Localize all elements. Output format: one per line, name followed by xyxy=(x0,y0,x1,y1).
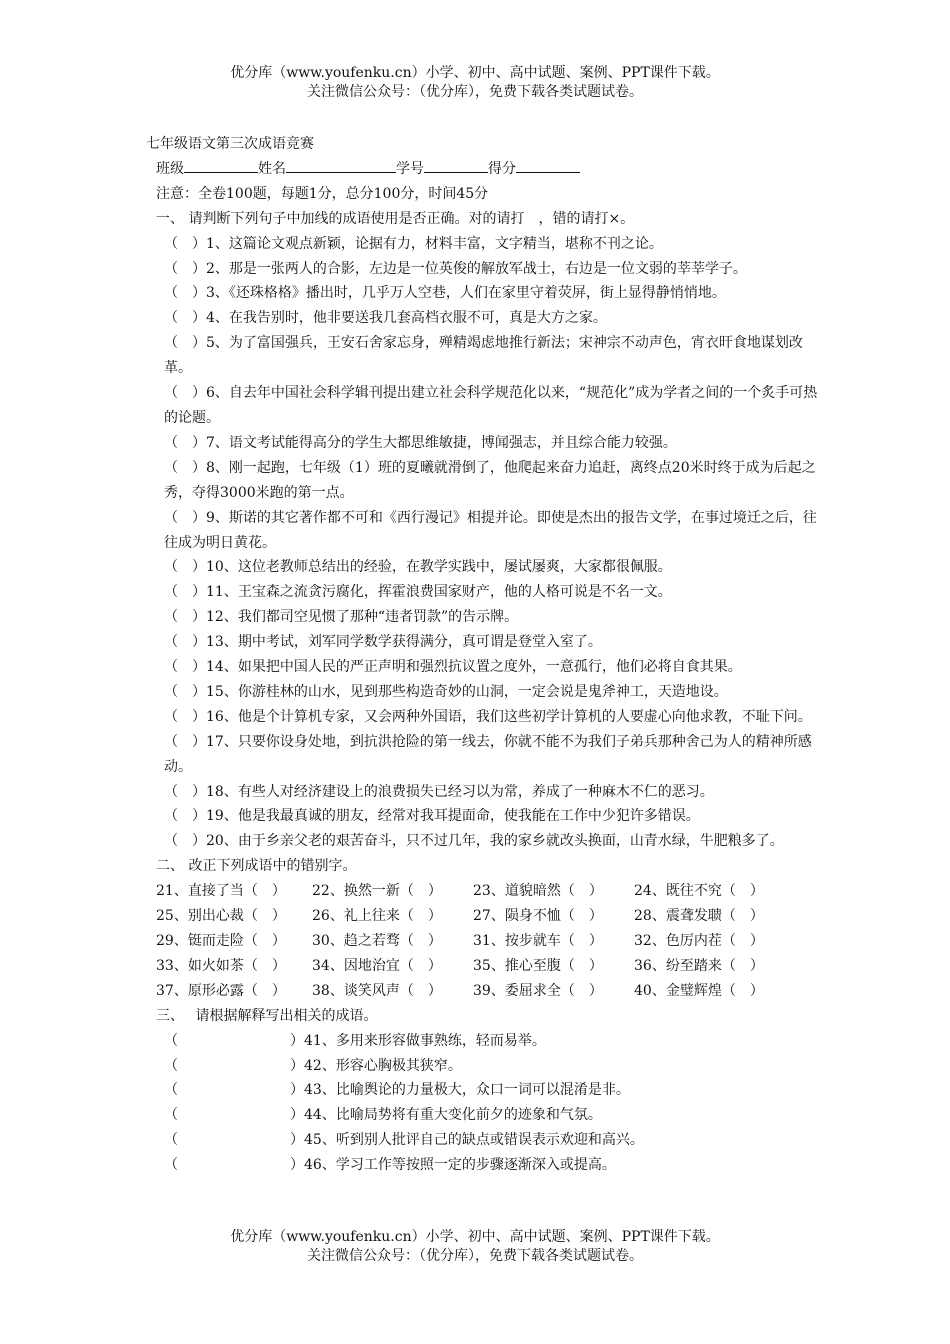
number-label: 学号 xyxy=(396,160,424,177)
correction-item: 28、震聋发聩（ ） xyxy=(634,908,764,925)
question-16: （ ）16、他是个计算机专家，又会两种外国语，我们这些初学计算机的人要虚心向他求教，不耻下问。 xyxy=(164,708,812,725)
header-line-2: 关注微信公众号：（优分库），免费下载各类试题试卷。 xyxy=(307,84,643,100)
correction-item: 29、铤而走险（ ） xyxy=(156,933,286,949)
score-label: 得分 xyxy=(488,160,516,177)
class-label: 班级 xyxy=(156,160,184,177)
correction-item: 36、纷至踏来（ ） xyxy=(634,957,764,974)
correction-item: 22、换然一新（ ） xyxy=(312,883,442,900)
correction-item: 34、因地治宜（ ） xyxy=(312,957,442,974)
question-7: （ ）7、语文考试能得高分的学生大都思维敏捷，博闻强志，并且综合能力较强。 xyxy=(164,434,677,451)
page-header xyxy=(0,64,950,102)
section1-heading: 一、 请判断下列句子中加线的成语使用是否正确。对的请打 ，错的请打×。 xyxy=(156,210,635,227)
correction-item: 30、趋之若骛（ ） xyxy=(312,933,442,949)
correction-row xyxy=(146,879,818,904)
open-paren: （ xyxy=(164,1057,178,1074)
definition-item xyxy=(146,1078,818,1103)
question-6: （ ）6、自去年中国社会科学辑刊提出建立社会科学规范化以来，“规范化”成为学者之间的一个炙手可热的论题。 xyxy=(164,385,818,426)
question-8: （ ）8、刚一起跑，七年级（1）班的夏曦就滑倒了，他爬起来奋力追赶，离终点20米时终于成为后起之秀，夺得3000米跑的第一点。 xyxy=(164,459,816,501)
name-blank[interactable] xyxy=(286,157,396,173)
definition-text: ）46、学习工作等按照一定的步骤逐渐深入或提高。 xyxy=(290,1157,616,1174)
question-5: （ ）5、为了富国强兵，王安石舍家忘身，殚精竭虑地推行新法；宋神宗不动声色，宵衣旰食地谋划改革。 xyxy=(164,335,803,377)
definition-text: ）42、形容心胸极其狭窄。 xyxy=(290,1057,462,1074)
definition-text: ）45、听到别人批评自己的缺点或错误表示欢迎和高兴。 xyxy=(290,1132,644,1149)
header-line-1: 优分库（www.youfenku.cn）小学、初中、高中试题、案例、PPT课件下载。 xyxy=(230,65,720,81)
question-9: （ ）9、斯诺的其它著作都不可和《西行漫记》相提并论。即使是杰出的报告文学，在事过境迁之后，往往成为明日黄花。 xyxy=(164,509,817,551)
question-10: （ ）10、这位老教师总结出的经验，在教学实践中，屡试屡爽，大家都很佩服。 xyxy=(164,559,672,576)
correction-row xyxy=(146,904,818,929)
class-blank[interactable] xyxy=(184,157,258,173)
page-footer xyxy=(0,1228,950,1266)
definition-item xyxy=(146,1054,818,1079)
correction-item: 21、直接了当（ ） xyxy=(156,883,286,900)
question-12: （ ）12、我们都司空见惯了那种“违者罚款”的告示牌。 xyxy=(164,609,519,626)
definition-text: ）43、比喻舆论的力量极大，众口一词可以混淆是非。 xyxy=(290,1082,630,1099)
correction-item: 24、既往不究（ ） xyxy=(634,883,764,900)
correction-item: 38、谈笑风声（ ） xyxy=(312,982,442,999)
question-20: （ ）20、由于乡亲父老的艰苦奋斗，只不过几年，我的家乡就改头换面，山青水绿，牛肥粮多了。 xyxy=(164,833,784,850)
question-15: （ ）15、你游桂林的山水，见到那些构造奇妙的山洞，一定会说是鬼斧神工，天造地设。 xyxy=(164,683,728,700)
student-info-row xyxy=(146,157,818,182)
question-19: （ ）19、他是我最真诚的朋友，经常对我耳提面命，使我能在工作中少犯许多错误。 xyxy=(164,808,700,825)
score-blank[interactable] xyxy=(516,157,580,173)
name-label: 姓名 xyxy=(258,160,286,177)
exam-note: 注意：全卷100题，每题1分，总分100分，时间45分 xyxy=(156,185,489,202)
question-13: （ ）13、期中考试，刘军同学数学获得满分，真可谓是登堂入室了。 xyxy=(164,634,602,651)
question-1: （ ）1、这篇论文观点新颖，论据有力，材料丰富，文字精当，堪称不刊之论。 xyxy=(164,235,663,252)
correction-item: 33、如火如茶（ ） xyxy=(156,957,286,974)
footer-line-1: 优分库（www.youfenku.cn）小学、初中、高中试题、案例、PPT课件下载。 xyxy=(230,1229,720,1245)
correction-item: 25、别出心裁（ ） xyxy=(156,908,286,925)
correction-row xyxy=(146,979,818,1004)
open-paren: （ xyxy=(164,1032,178,1049)
section3-heading: 三、 请根据解释写出相关的成语。 xyxy=(156,1007,378,1024)
question-2: （ ）2、那是一张两人的合影，左边是一位英俊的解放军战士，右边是一位文弱的莘莘学子。 xyxy=(164,260,747,277)
correction-item: 32、色厉内茬（ ） xyxy=(634,933,764,949)
exam-title: 七年级语文第三次成语竞赛 xyxy=(146,136,314,152)
open-paren: （ xyxy=(164,1107,178,1124)
open-paren: （ xyxy=(164,1157,178,1174)
question-3: （ ）3、《还珠格格》播出时，几乎万人空巷，人们在家里守着荧屏，街上显得静悄悄地。 xyxy=(164,285,726,302)
correction-item: 27、陨身不恤（ ） xyxy=(473,908,603,925)
question-14: （ ）14、如果把中国人民的严正声明和强烈抗议置之度外，一意孤行，他们必将自食其果。 xyxy=(164,659,742,676)
section2-heading: 二、 改正下列成语中的错别字。 xyxy=(156,858,357,875)
definition-item xyxy=(146,1153,818,1178)
correction-item: 37、原形必露（ ） xyxy=(156,982,286,999)
correction-item: 31、按步就车（ ） xyxy=(473,933,603,949)
number-blank[interactable] xyxy=(424,157,488,173)
correction-row xyxy=(146,954,818,979)
correction-item: 26、礼上往来（ ） xyxy=(312,908,442,925)
correction-item: 35、推心至腹（ ） xyxy=(473,957,603,974)
open-paren: （ xyxy=(164,1082,178,1099)
correction-item: 40、金璧辉煌（ ） xyxy=(634,982,764,999)
definition-text: ）44、比喻局势将有重大变化前夕的迹象和气氛。 xyxy=(290,1107,602,1124)
definition-item xyxy=(146,1103,818,1128)
footer-line-2: 关注微信公众号：（优分库），免费下载各类试题试卷。 xyxy=(307,1248,643,1264)
question-4: （ ）4、在我告别时，他非要送我几套高档衣服不可，真是大方之家。 xyxy=(164,310,607,327)
definition-text: ）41、多用来形容做事熟练，轻而易举。 xyxy=(290,1032,546,1049)
question-11: （ ）11、王宝森之流贪污腐化，挥霍浪费国家财产，他的人格可说是不名一文。 xyxy=(164,584,672,601)
correction-item: 39、委屈求全（ ） xyxy=(473,982,603,999)
definition-item xyxy=(146,1128,818,1153)
question-17: （ ）17、只要你设身处地，到抗洪抢险的第一线去，你就不能不为我们子弟兵那种舍己为人的精神所感动。 xyxy=(164,733,812,775)
correction-row xyxy=(146,929,818,954)
definition-item xyxy=(146,1029,818,1054)
exam-content xyxy=(146,132,818,1178)
correction-item: 23、道貌暗然（ ） xyxy=(473,883,603,900)
open-paren: （ xyxy=(164,1132,178,1149)
question-18: （ ）18、有些人对经济建设上的浪费损失已经习以为常，养成了一种麻木不仁的恶习。 xyxy=(164,783,714,800)
